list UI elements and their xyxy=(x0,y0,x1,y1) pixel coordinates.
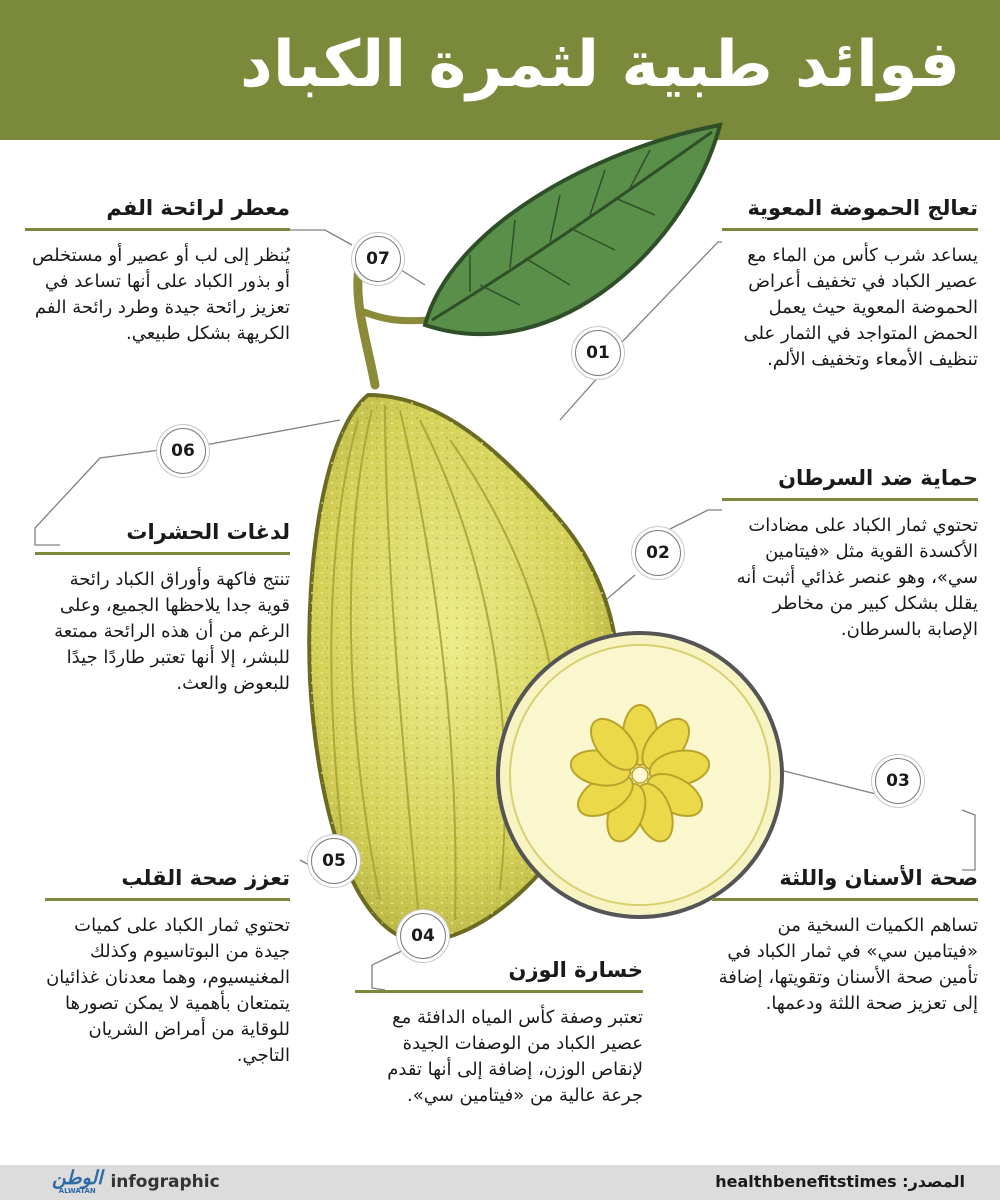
logo-subtext: ALWATAN xyxy=(58,1187,96,1195)
benefit-06-text: تنتج فاكهة وأوراق الكباد رائحة قوية جدا يلاحظها الجميع، وعلى الرغم من أن هذه الرائحة ممتعة للبشر، إلا أنها تعتبر طاردًا جيدًا للبعوض والعث. xyxy=(54,569,290,694)
benefit-02 xyxy=(722,466,978,643)
benefit-03 xyxy=(712,866,978,1017)
leaf xyxy=(425,125,720,334)
benefit-03-title: صحة الأسنان واللثة xyxy=(712,866,978,901)
source-credit: المصدر: healthbenefitstimes xyxy=(715,1172,965,1191)
benefit-03-number: 03 xyxy=(875,758,921,804)
infographic-label: infographic xyxy=(110,1172,220,1192)
benefit-01-title: تعالج الحموضة المعوية xyxy=(722,196,978,231)
benefit-06-title: لدغات الحشرات xyxy=(35,520,290,555)
benefit-07-text: يُنظر إلى لب أو عصير أو مستخلص أو بذور الكباد على أنها تساعد في تعزيز رائحة جيدة وطرد رائحة الفم الكريهة بشكل طبيعي. xyxy=(32,245,290,344)
benefit-05-number: 05 xyxy=(311,838,357,884)
benefit-04 xyxy=(355,958,643,1109)
benefit-05 xyxy=(45,866,290,1069)
benefit-07-number: 07 xyxy=(355,236,401,282)
benefit-06 xyxy=(35,520,290,697)
benefit-01 xyxy=(722,196,978,373)
benefit-07-title: معطر لرائحة الفم xyxy=(25,196,290,231)
benefit-04-title: خسارة الوزن xyxy=(355,958,643,993)
benefit-05-title: تعزز صحة القلب xyxy=(45,866,290,901)
benefit-02-number: 02 xyxy=(635,530,681,576)
benefit-07 xyxy=(25,196,290,347)
benefit-03-text: تساهم الكميات السخية من «فيتامين سي» في ثمار الكباد في تأمين صحة الأسنان وتقويتها، إضافة إلى تعزيز صحة اللثة ودعمها. xyxy=(718,915,978,1014)
benefit-05-text: تحتوي ثمار الكباد على كميات جيدة من البوتاسيوم وكذلك المغنيسيوم، وهما معدنان غذائيان يتمتعان بأهمية لا يمكن تصورها للوقاية من أمراض الشريان التاجي. xyxy=(46,915,290,1066)
benefit-04-number: 04 xyxy=(400,913,446,959)
benefit-06-number: 06 xyxy=(160,428,206,474)
page-title: فوائد طبية لثمرة الكباد xyxy=(240,28,960,102)
logo-text: الوطن xyxy=(52,1167,103,1189)
footer-bar xyxy=(0,1165,1000,1200)
benefit-01-text: يساعد شرب كأس من الماء مع عصير الكباد في تخفيف أعراض الحموضة المعوية حيث يعمل الحمض المتواجد في الثمار على تنظيف الأمعاء وتخفيف الألم. xyxy=(743,245,978,370)
benefit-02-text: تحتوي ثمار الكباد على مضادات الأكسدة القوية مثل «فيتامين سي»، وهو عنصر غذائي أثبت أنه يقلل بشكل كبير من مخاطر الإصابة بالسرطان. xyxy=(736,515,978,640)
brand-logo xyxy=(52,1169,220,1195)
benefit-04-text: تعتبر وصفة كأس المياه الدافئة مع عصير الكباد من الوصفات الجيدة لإنقاص الوزن، إضافة إلى أنها تقدم جرعة عالية من «فيتامين سي». xyxy=(387,1007,643,1106)
benefit-02-title: حماية ضد السرطان xyxy=(722,466,978,501)
benefit-01-number: 01 xyxy=(575,330,621,376)
